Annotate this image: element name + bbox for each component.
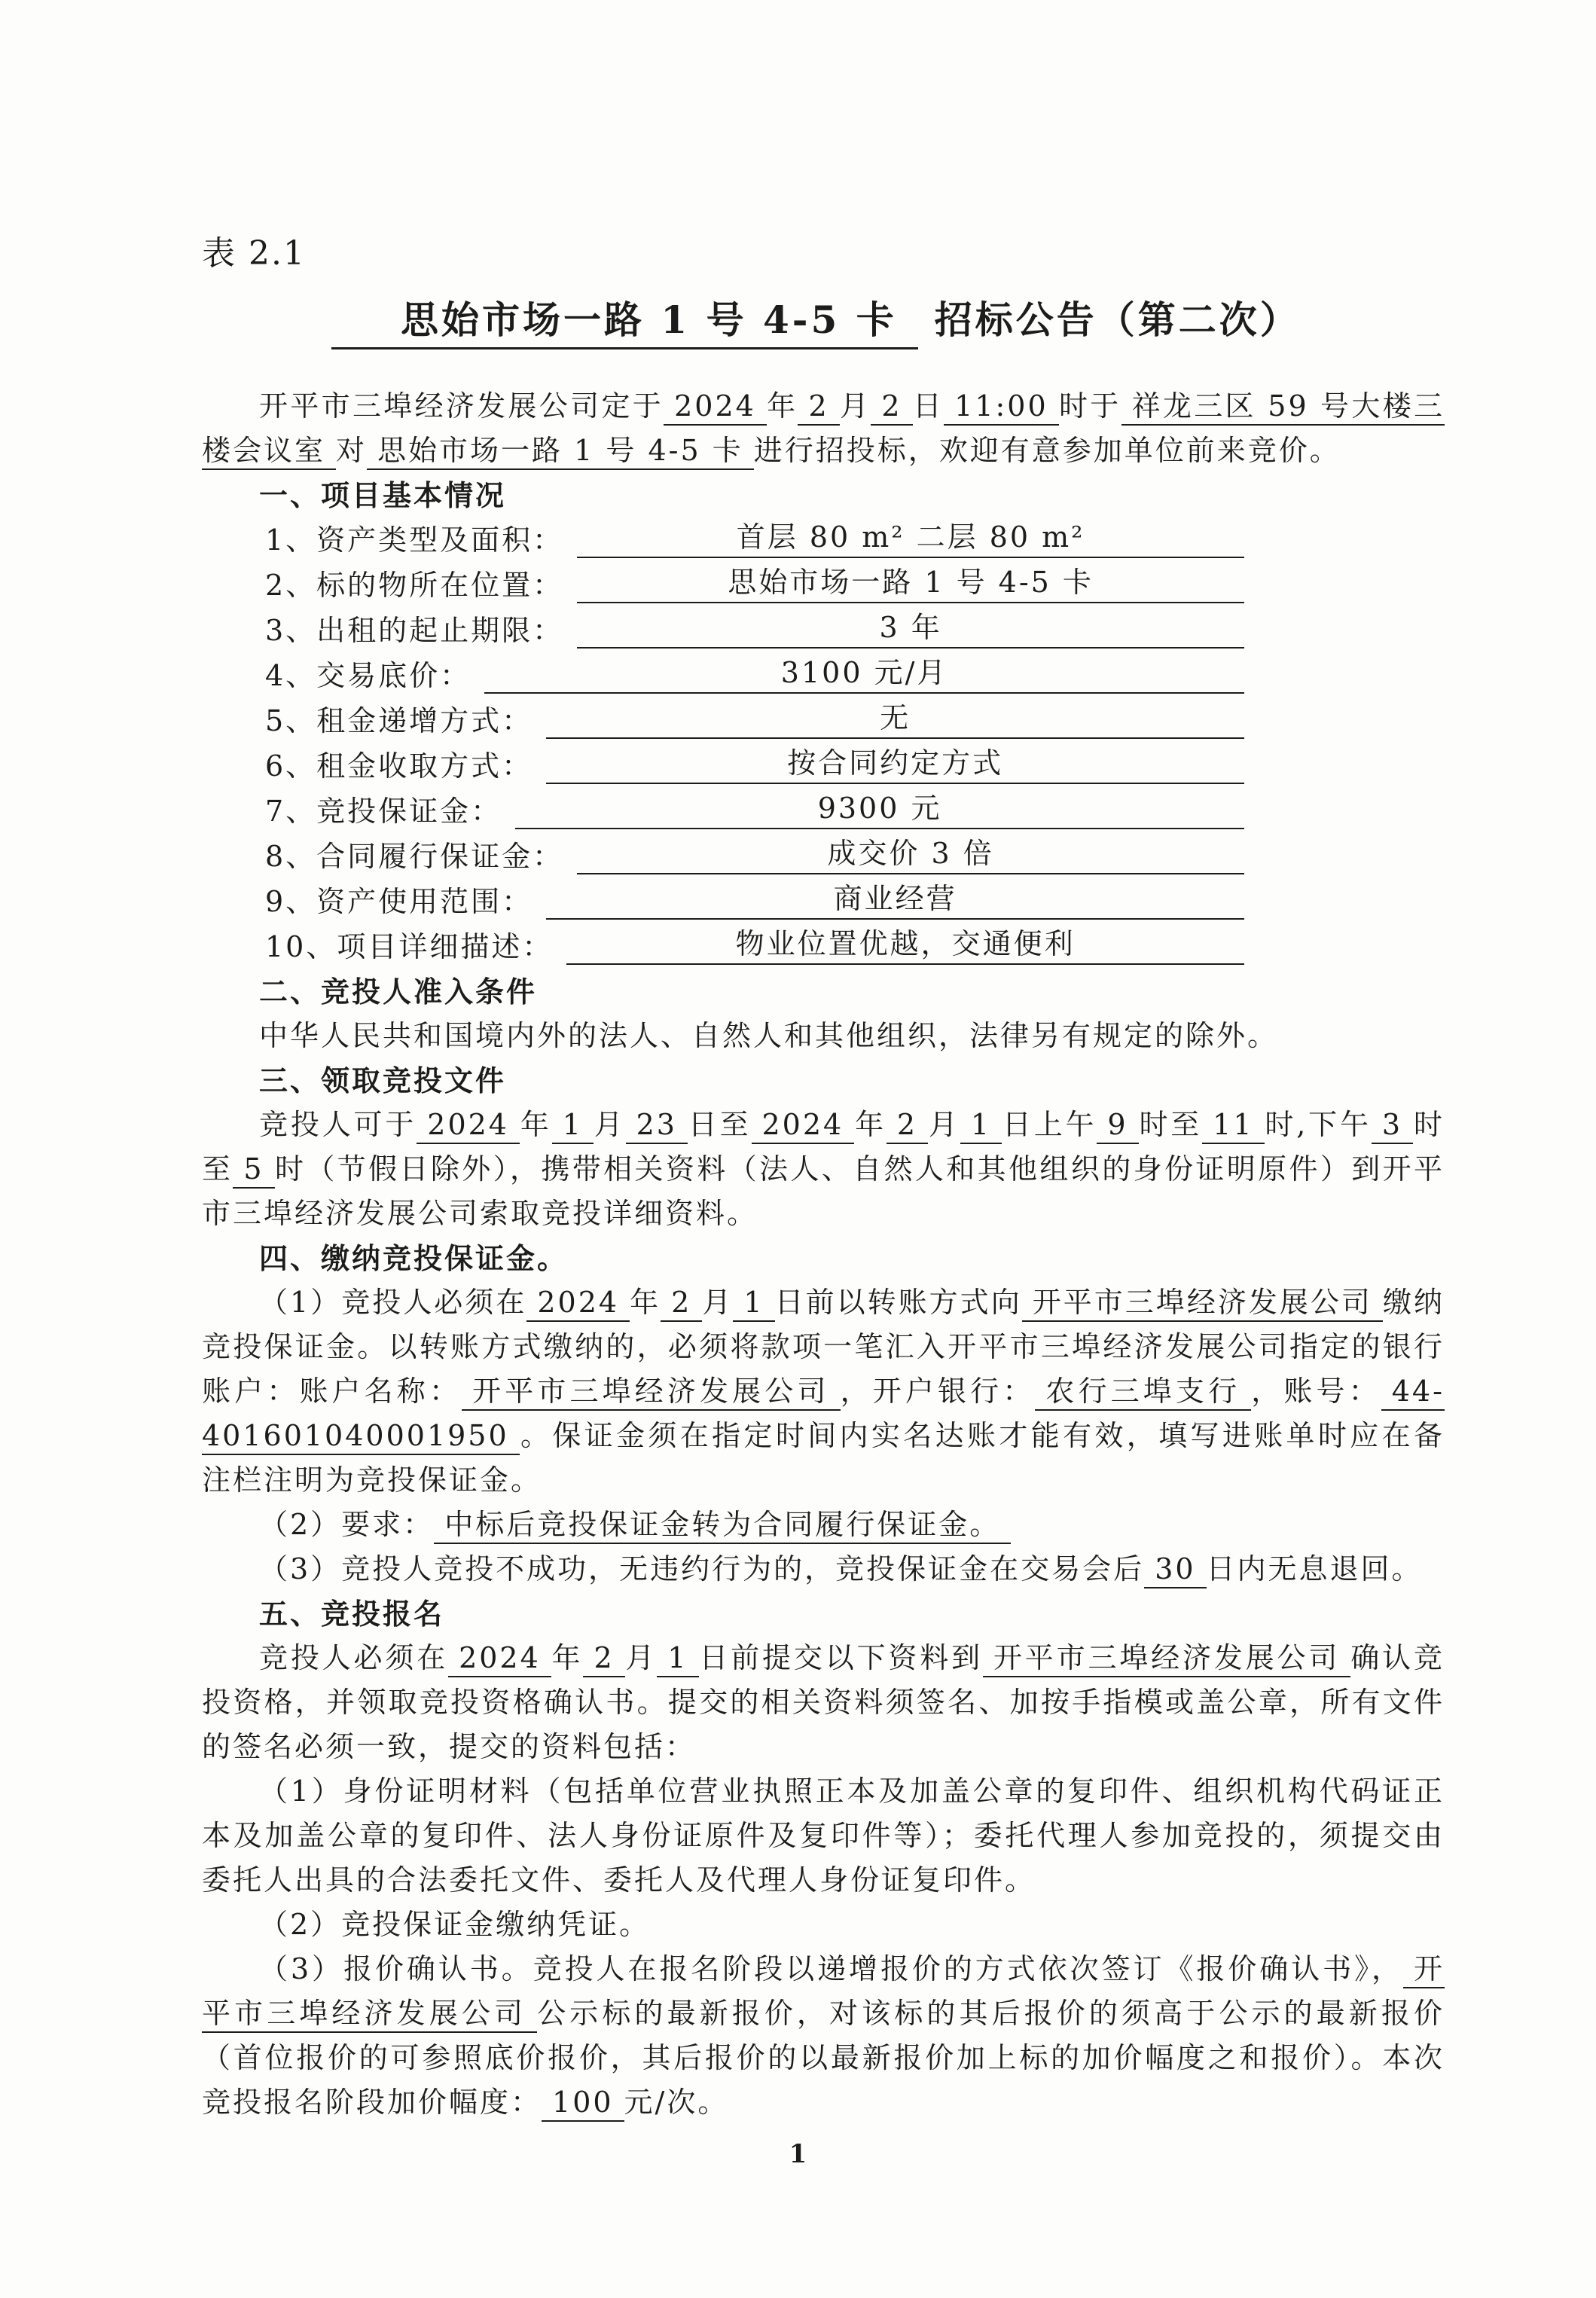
blank-day: 2: [871, 389, 912, 426]
blank-year: 2024: [664, 389, 767, 426]
field-label: 3、出租的起止期限：: [265, 614, 564, 647]
text: 对: [336, 434, 368, 467]
text: （1）竞投人必须在: [259, 1286, 527, 1319]
field-label: 9、资产使用范围：: [265, 885, 533, 918]
field-value: 商业经营: [546, 879, 1244, 920]
text: 年: [519, 1108, 552, 1141]
text: 。保证金须在指定时间内实名达账才能有效，填写进账单时应在备注栏注明为竞投保证金。: [202, 1419, 1445, 1497]
project-info-row: [265, 789, 1244, 834]
blank-increment: 100: [542, 2086, 624, 2122]
section-heading: 四、缴纳竞投保证金。: [259, 1241, 569, 1275]
text: 月: [928, 1108, 960, 1141]
blank-year: 2024: [417, 1108, 520, 1144]
text: 确认竞投资格，并领取竞投资格确认书。提交的相关资料须签名、加按手指模或盖公章，所有文件的签名必须一致，提交的资料包括：: [202, 1641, 1445, 1763]
text: 日上午: [1002, 1108, 1097, 1141]
project-info-row: [265, 653, 1244, 698]
blank-hour: 5: [233, 1152, 274, 1189]
page-number: 1: [789, 2139, 807, 2169]
blank-day: 23: [626, 1108, 688, 1144]
field-value: 3 年: [577, 608, 1244, 649]
registration-item-3: [202, 1947, 1445, 2125]
project-info-row: [265, 517, 1244, 563]
text: 时（节假日除外），携带相关资料（法人、自然人和其他组织的身份证明原件）到开平市三埠经济发展公司索取竞投详细资料。: [202, 1152, 1445, 1230]
registration-paragraph: [202, 1636, 1445, 1769]
deposit-paragraph-2: [202, 1503, 1445, 1547]
deposit-paragraph-1: [202, 1280, 1445, 1503]
field-value: 9300 元: [515, 789, 1244, 829]
text: 时于: [1058, 389, 1121, 423]
registration-item-2: （2）竞投保证金缴纳凭证。: [259, 1908, 651, 1941]
table-number: 表 2.1: [202, 234, 306, 273]
text: 开平市三埠经济发展公司定于: [259, 389, 664, 423]
field-value: 3100 元/月: [484, 653, 1244, 694]
text: 元/次。: [624, 2086, 729, 2119]
field-value: 无: [546, 698, 1244, 739]
blank-bank: 农行三埠支行: [1035, 1375, 1251, 1411]
page-title: [331, 290, 1303, 349]
blank-month: 2: [583, 1641, 624, 1677]
text: 月: [593, 1108, 626, 1141]
title-suffix: 招标公告（第二次）: [934, 298, 1301, 342]
text: 月: [624, 1641, 658, 1674]
blank-month: 2: [798, 389, 839, 426]
blank-day: 1: [733, 1286, 774, 1322]
project-info-row: [265, 698, 1244, 743]
project-info-row: [265, 608, 1244, 653]
field-label: 2、标的物所在位置：: [265, 569, 564, 602]
deposit-paragraph-3: [202, 1547, 1445, 1592]
text: 时至: [1138, 1108, 1203, 1141]
registration-item-1: （1）身份证明材料（包括单位营业执照正本及加盖公章的复印件、组织机构代码证正本及加盖公章的复印件、法人身份证原件及复印件等）；委托代理人参加竞投的，须提交由委托人出具的合法委托文件、委托人及代理人身份证复印件。: [202, 1775, 1445, 1897]
field-value: 按合同约定方式: [546, 743, 1244, 784]
text: 年: [854, 1108, 886, 1141]
section-heading: 五、竞投报名: [259, 1597, 445, 1631]
field-label: 7、竞投保证金：: [265, 795, 502, 828]
text: （3）竞投人竞投不成功，无违约行为的，竞投保证金在交易会后: [259, 1552, 1145, 1585]
intro-paragraph: [202, 384, 1445, 473]
blank-company: 开平市三埠经济发展公司: [983, 1641, 1350, 1677]
field-value: 思始市场一路 1 号 4-5 卡: [577, 563, 1244, 603]
text: （2）要求：: [259, 1508, 435, 1541]
text: 公示标的最新报价，对该标的其后报价的须高于公示的最新报价（首位报价的可参照底价报价，其后报价的以最新报价加上标的加价幅度之和报价）。本次竞投报名阶段加价幅度：: [202, 1997, 1445, 2119]
blank-day: 1: [657, 1641, 698, 1677]
project-info-list: [202, 517, 1445, 969]
project-info-row: [265, 879, 1244, 924]
text: 缴纳竞投保证金。以转账方式缴纳的，必须将款项一笔汇入开平市三埠经济发展公司指定的银行账户：账户名称：: [202, 1286, 1445, 1408]
text: 进行招投标，欢迎有意参加单位前来竞价。: [753, 434, 1341, 467]
text: 日前提交以下资料到: [698, 1641, 983, 1674]
blank-hour: 11: [1202, 1108, 1264, 1144]
blank-hour: 9: [1097, 1108, 1138, 1144]
project-info-row: [265, 743, 1244, 789]
text: 年: [551, 1641, 584, 1674]
field-label: 8、合同履行保证金：: [265, 840, 564, 873]
blank-time: 11:00: [944, 389, 1059, 426]
text: 月: [702, 1286, 734, 1319]
field-label: 10、项目详细描述：: [265, 930, 554, 963]
blank-days: 30: [1144, 1552, 1206, 1588]
text: 日: [912, 389, 944, 423]
text: ，账号：: [1251, 1375, 1381, 1408]
text: （3）报价确认书。竞投人在报名阶段以递增报价的方式依次签订《报价确认书》，: [259, 1952, 1403, 1985]
blank-subject: 思始市场一路 1 号 4-5 卡: [367, 434, 754, 470]
field-value: 物业位置优越，交通便利: [566, 924, 1244, 965]
text: 日前以转账方式向: [774, 1286, 1022, 1319]
text: 日至: [687, 1108, 752, 1141]
project-info-row: [265, 924, 1244, 969]
blank-month: 2: [886, 1108, 928, 1144]
document-body: [202, 384, 1445, 2125]
text: 竞投人可于: [259, 1108, 417, 1141]
field-value: 首层 80 m² 二层 80 m²: [577, 517, 1244, 558]
blank-hour: 3: [1372, 1108, 1413, 1144]
text: 时,下午: [1264, 1108, 1372, 1141]
blank-month: 1: [552, 1108, 594, 1144]
blank-company: 开平市三埠经济发展公司: [202, 1952, 1445, 2033]
blank-requirement: 中标后竞投保证金转为合同履行保证金。: [434, 1508, 1011, 1544]
blank-year: 2024: [752, 1108, 855, 1144]
blank-year: 2024: [526, 1286, 630, 1322]
project-info-row: [265, 563, 1244, 608]
project-info-row: [265, 834, 1244, 879]
text: 日内无息退回。: [1206, 1552, 1423, 1585]
text: ，开户银行：: [840, 1375, 1036, 1408]
field-label: 5、租金递增方式：: [265, 704, 533, 737]
eligibility-paragraph: 中华人民共和国境内外的法人、自然人和其他组织，法律另有规定的除外。: [259, 1019, 1279, 1052]
text: 年: [630, 1286, 661, 1319]
collect-documents-paragraph: [202, 1103, 1445, 1236]
blank-year: 2024: [448, 1641, 551, 1677]
blank-account-name: 开平市三埠经济发展公司: [462, 1375, 840, 1411]
blank-account-number: 44-401601040001950: [202, 1375, 1445, 1455]
field-label: 4、交易底价：: [265, 659, 471, 692]
text: 月: [839, 389, 871, 423]
blank-payee: 开平市三埠经济发展公司: [1022, 1286, 1383, 1322]
section-heading: 二、竞投人准入条件: [259, 975, 538, 1009]
field-value: 成交价 3 倍: [577, 834, 1244, 874]
field-label: 6、租金收取方式：: [265, 749, 533, 783]
text: 时至: [202, 1108, 1445, 1186]
field-label: 1、资产类型及面积：: [265, 523, 564, 557]
title-subject: 思始市场一路 1 号 4-5 卡: [331, 290, 918, 349]
text: 年: [766, 389, 798, 423]
text: 竞投人必须在: [259, 1641, 449, 1674]
section-heading: 一、项目基本情况: [259, 478, 507, 512]
blank-place: 祥龙三区 59 号大楼三楼会议室: [202, 389, 1445, 470]
blank-month: 2: [661, 1286, 702, 1322]
section-heading: 三、领取竞投文件: [259, 1064, 507, 1097]
blank-day: 1: [960, 1108, 1002, 1144]
